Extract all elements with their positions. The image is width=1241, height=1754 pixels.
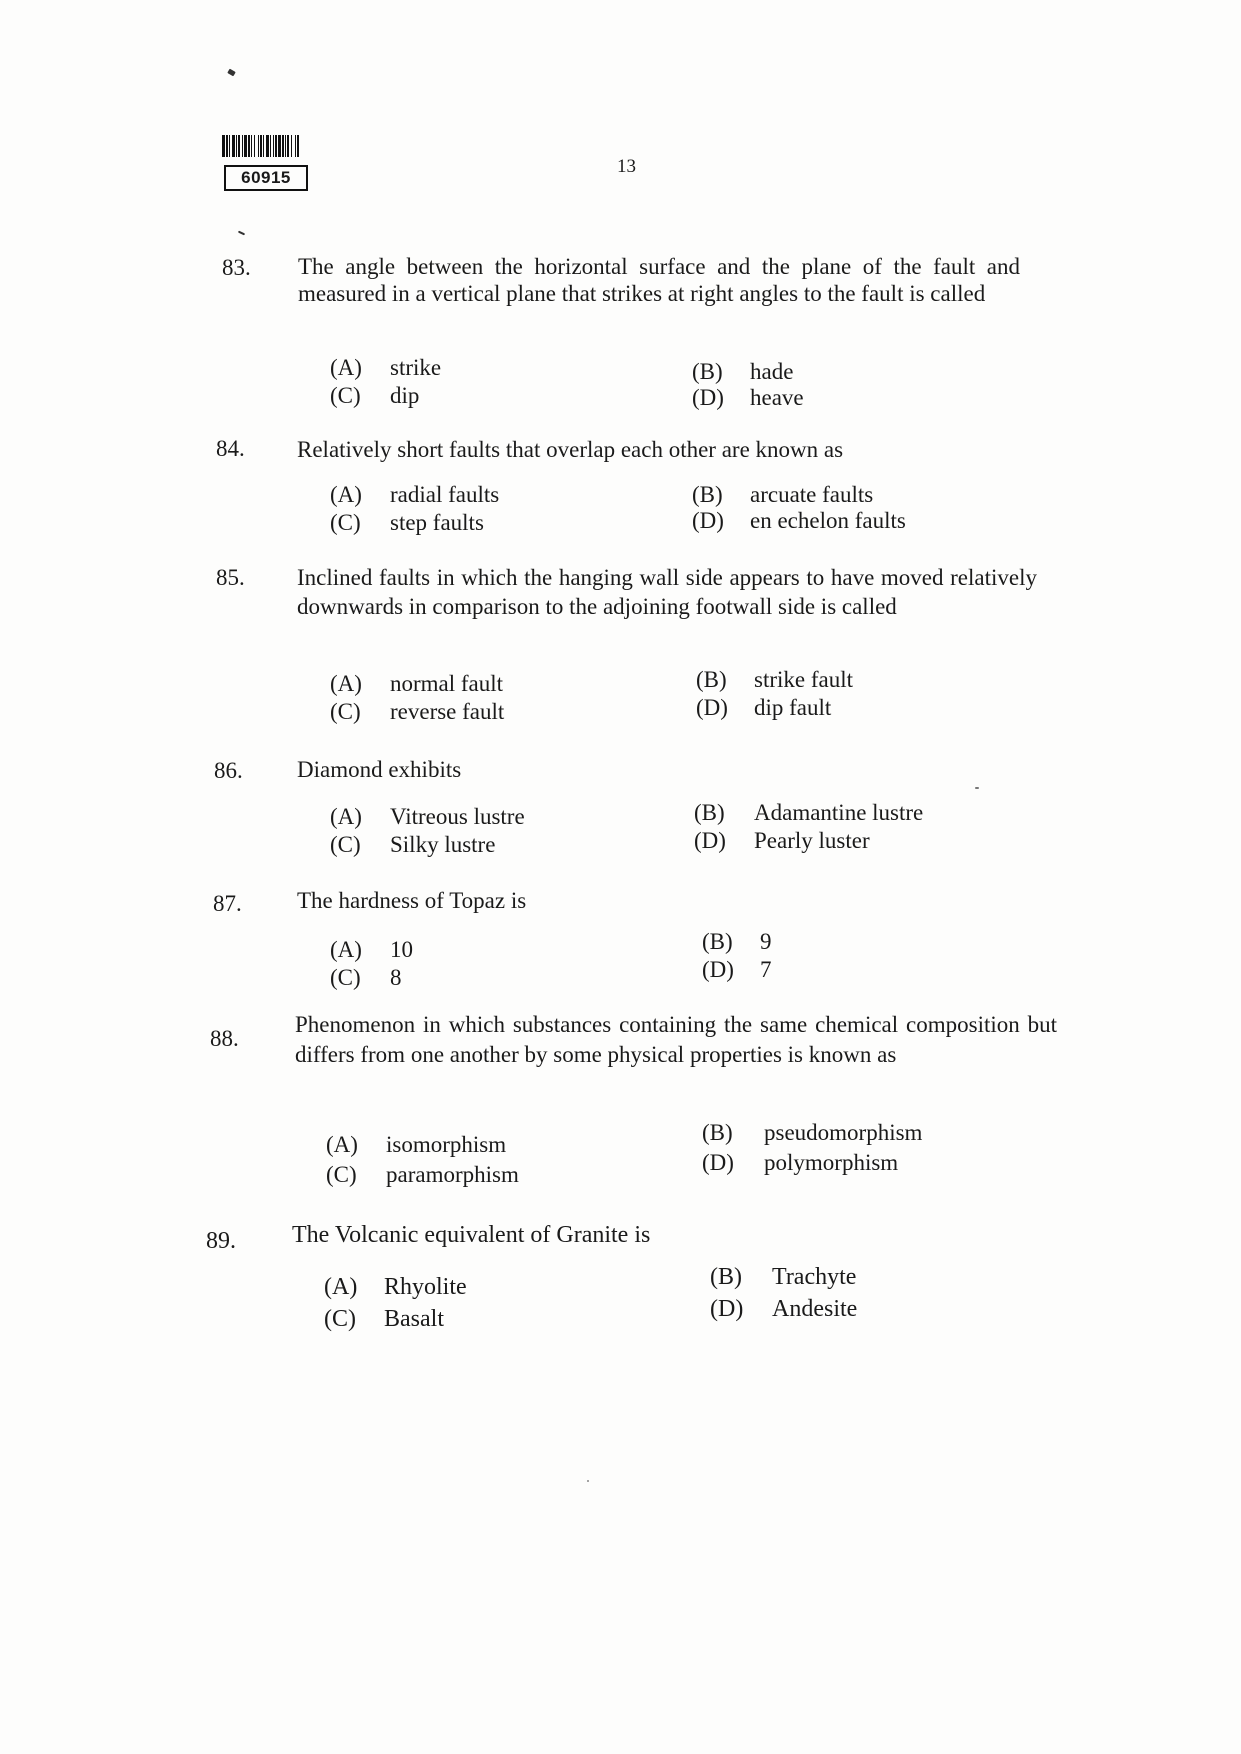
option-letter: (C) (330, 965, 361, 990)
option-c[interactable] (330, 832, 495, 858)
option-text: Basalt (384, 1306, 444, 1332)
option-text: 9 (760, 929, 772, 954)
option-b[interactable] (694, 800, 923, 826)
option-letter: (A) (324, 1274, 358, 1300)
option-text: arcuate faults (750, 482, 874, 507)
option-text: isomorphism (386, 1132, 507, 1157)
barcode-bar (297, 135, 299, 157)
option-letter: (B) (710, 1264, 742, 1290)
option-letter: (C) (324, 1306, 356, 1332)
barcode (222, 135, 378, 157)
option-d[interactable] (692, 385, 804, 411)
option-a[interactable] (330, 804, 525, 830)
option-text: Adamantine lustre (754, 800, 924, 825)
question-number: 87. (213, 891, 242, 916)
option-text: Pearly luster (754, 828, 870, 853)
option-text: reverse fault (390, 699, 505, 724)
option-text: Trachyte (772, 1264, 857, 1290)
option-b[interactable] (702, 1120, 922, 1146)
scan-mark (238, 231, 245, 236)
option-letter: (C) (326, 1162, 357, 1187)
option-c[interactable] (330, 383, 419, 409)
option-text: heave (750, 385, 804, 410)
question-number: 85. (216, 565, 245, 590)
question-text: Inclined faults in which the hanging wall side appears to have moved relatively downwards in comparison to the adjoining footwall side is called (297, 565, 1037, 619)
question-number: 84. (216, 436, 245, 461)
option-c[interactable] (324, 1306, 444, 1333)
option-c[interactable] (330, 699, 504, 725)
question-number: 86. (214, 758, 243, 783)
option-letter: (B) (702, 1120, 733, 1145)
option-letter: (D) (702, 1150, 734, 1175)
option-text: hade (750, 359, 794, 384)
option-text: 7 (760, 957, 772, 982)
option-c[interactable] (330, 965, 402, 991)
option-letter: (D) (692, 385, 724, 410)
option-text: Rhyolite (384, 1274, 467, 1300)
option-letter: (D) (696, 695, 728, 720)
option-a[interactable] (330, 937, 413, 963)
option-letter: (A) (330, 671, 362, 696)
option-letter: (D) (702, 957, 734, 982)
option-a[interactable] (330, 355, 441, 381)
option-letter: (B) (692, 482, 723, 507)
option-d[interactable] (702, 957, 772, 983)
scan-mark (587, 1480, 589, 1482)
question-number: 89. (206, 1228, 236, 1254)
option-text: 8 (390, 965, 402, 990)
option-text: strike fault (754, 667, 853, 692)
option-text: Silky lustre (390, 832, 496, 857)
scan-mark (975, 787, 979, 789)
question-text: The Volcanic equivalent of Granite is (292, 1222, 651, 1248)
option-text: Vitreous lustre (390, 804, 525, 829)
option-text: pseudomorphism (764, 1120, 923, 1145)
option-letter: (D) (694, 828, 726, 853)
question-number: 83. (222, 255, 251, 280)
option-text: dip (390, 383, 420, 408)
option-text: paramorphism (386, 1162, 519, 1187)
option-text: dip fault (754, 695, 832, 720)
option-letter: (A) (326, 1132, 358, 1157)
option-d[interactable] (692, 508, 906, 534)
option-letter: (B) (696, 667, 727, 692)
option-a[interactable] (326, 1132, 506, 1158)
option-letter: (A) (330, 937, 362, 962)
question-text: Diamond exhibits (297, 757, 462, 782)
option-letter: (A) (330, 482, 362, 507)
option-letter: (C) (330, 699, 361, 724)
option-text: normal fault (390, 671, 504, 696)
option-letter: (C) (330, 510, 361, 535)
option-b[interactable] (696, 667, 853, 693)
option-a[interactable] (324, 1274, 467, 1301)
question-text: The angle between the horizontal surface and the plane of the fault and measured in a vertical plane that strikes at right angles to the fault is called (298, 254, 1020, 306)
option-d[interactable] (702, 1150, 898, 1176)
option-letter: (B) (694, 800, 725, 825)
option-d[interactable] (710, 1296, 857, 1323)
option-b[interactable] (692, 359, 793, 385)
paper-code-box: 60915 (224, 165, 308, 191)
option-letter: (D) (710, 1296, 744, 1322)
option-text: Andesite (772, 1296, 858, 1322)
question-text: Relatively short faults that overlap each other are known as (297, 437, 844, 462)
question-number: 88. (210, 1026, 239, 1051)
option-b[interactable] (702, 929, 772, 955)
option-text: strike (390, 355, 442, 380)
option-text: step faults (390, 510, 484, 535)
option-letter: (A) (330, 355, 362, 380)
question-text: The hardness of Topaz is (297, 888, 527, 913)
option-letter: (B) (692, 359, 723, 384)
option-b[interactable] (710, 1264, 856, 1291)
option-letter: (C) (330, 832, 361, 857)
option-text: 10 (390, 937, 413, 962)
question-text: Phenomenon in which substances containing the same chemical composition but differs from one another by some physical properties is known as (295, 1012, 1057, 1067)
scan-mark (227, 69, 236, 77)
option-c[interactable] (330, 510, 484, 536)
option-text: radial faults (390, 482, 500, 507)
option-text: en echelon faults (750, 508, 906, 533)
option-a[interactable] (330, 671, 503, 697)
option-a[interactable] (330, 482, 499, 508)
option-letter: (D) (692, 508, 724, 533)
option-c[interactable] (326, 1162, 519, 1188)
option-d[interactable] (696, 695, 831, 721)
option-letter: (A) (330, 804, 362, 829)
option-d[interactable] (694, 828, 870, 854)
option-letter: (B) (702, 929, 733, 954)
page-number: 13 (617, 156, 636, 177)
option-b[interactable] (692, 482, 873, 508)
option-text: polymorphism (764, 1150, 899, 1175)
option-letter: (C) (330, 383, 361, 408)
